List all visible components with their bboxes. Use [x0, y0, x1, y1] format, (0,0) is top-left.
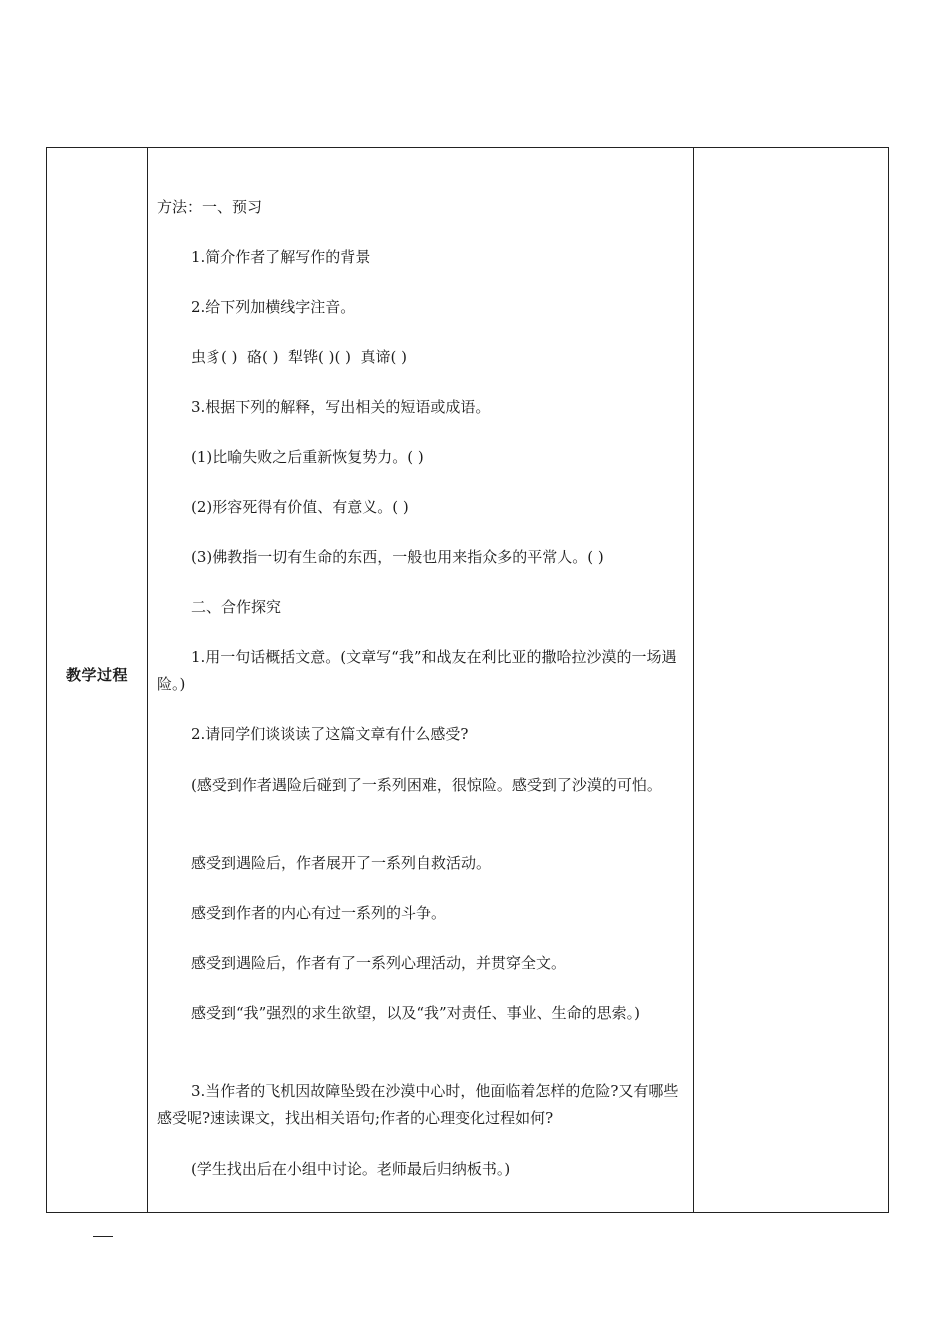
feeling-psychology: 感受到遇险后，作者有了一系列心理活动，并贯穿全文。 [191, 954, 567, 972]
feeling-dangers: (感受到作者遇险后碰到了一系列困难，很惊险。感受到了沙漠的可怕。 [191, 776, 662, 794]
cooperative-inquiry-heading: 二、合作探究 [191, 598, 282, 616]
idiom-question-3: (3)佛教指一切有生命的东西，一般也用来指众多的平常人。( ) [191, 548, 604, 566]
feeling-survival: 感受到“我”强烈的求生欲望，以及“我”对责任、事业、生命的思索。) [191, 1004, 641, 1022]
group-discussion-note: (学生找出后在小组中讨论。老师最后归纳板书。) [191, 1160, 511, 1178]
content-column [148, 148, 694, 1212]
question-feelings: 2.请同学们谈谈读了这篇文章有什么感受? [191, 725, 469, 743]
feeling-self-rescue: 感受到遇险后，作者展开了一系列自救活动。 [191, 854, 492, 872]
idiom-question-1: (1)比喻失败之后重新恢复势力。( ) [191, 448, 424, 466]
question-crash: 3.当作者的飞机因故障坠毁在沙漠中心时，他面临着怎样的危险?又有哪些感受呢?速读课文，找出相关语句;作者的心理变化过程如何? [157, 1082, 679, 1127]
step-author-background: 1.简介作者了解写作的背景 [191, 248, 371, 266]
label-column [47, 148, 148, 1212]
idiom-question-2: (2)形容死得有价值、有意义。( ) [191, 498, 409, 516]
notes-column [694, 148, 888, 1212]
question-summary: 1.用一句话概括文意。(文章写“我”和战友在利比亚的撒哈拉沙漠的一场遇险。) [157, 648, 677, 693]
lesson-table [46, 147, 889, 1213]
method-heading: 方法：一、预习 [157, 198, 263, 216]
pinyin-words: 虫豸( ) 硌( ) 犁铧( )( ) 真谛( ) [191, 348, 407, 366]
footer-dash [93, 1236, 113, 1237]
feeling-inner-struggle: 感受到作者的内心有过一系列的斗争。 [191, 904, 447, 922]
step-pinyin: 2.给下列加横线字注音。 [191, 298, 356, 316]
section-label: 教学过程 [65, 666, 128, 684]
step-idioms: 3.根据下列的解释，写出相关的短语或成语。 [191, 398, 491, 416]
